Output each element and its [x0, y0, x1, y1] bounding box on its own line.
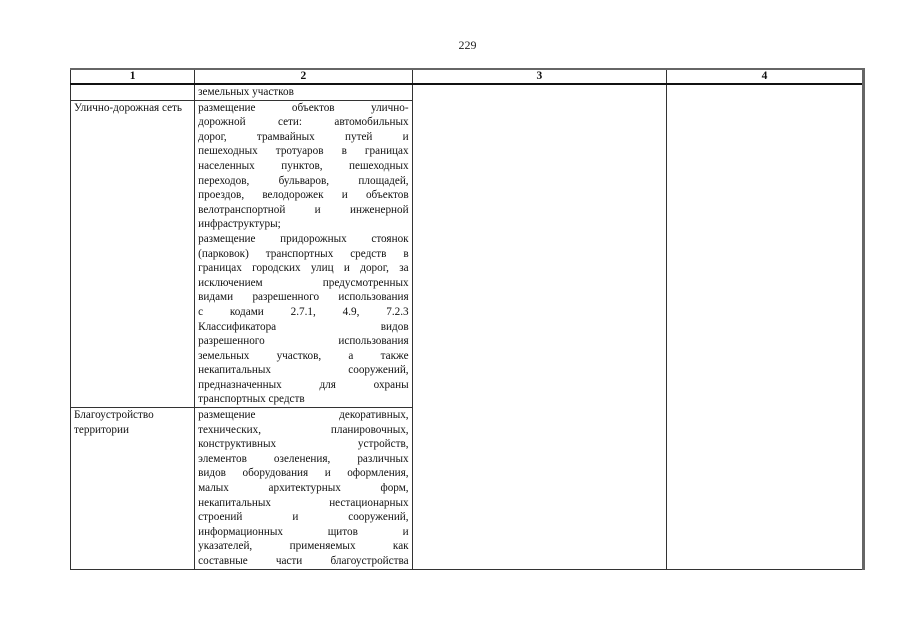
description-line: информационных щитов и	[198, 525, 409, 538]
column-header-4: 4	[667, 69, 864, 84]
description-line: с кодами 2.7.1, 4.9, 7.2.3	[198, 305, 409, 318]
cell-col3	[412, 84, 666, 569]
description-line: строений и сооружений,	[198, 511, 409, 524]
description-line: некапитальных нестационарных	[198, 496, 409, 509]
description-line: населенных пунктов, пешеходных	[198, 159, 409, 172]
description-line: размещение придорожных стоянок	[198, 232, 409, 245]
description-line: транспортных средств	[198, 393, 305, 406]
description-line: земельных участков, а также	[198, 349, 409, 362]
description-line: дорожной сети: автомобильных	[198, 116, 409, 129]
description-line: проездов, велодорожек и объектов	[198, 189, 409, 202]
description-line: пешеходных тротуаров в границах	[198, 145, 409, 158]
page-number: 229	[458, 38, 477, 52]
description-line: видов оборудования и оформления,	[198, 467, 409, 480]
description-line: Классификатора видов	[198, 320, 409, 333]
cell-use-name: Улично-дорожная сеть	[71, 100, 195, 407]
description-line: предназначенных для охраны	[198, 378, 409, 391]
description-line: составные части благоустройства	[198, 555, 409, 567]
table-row-continuation	[71, 84, 864, 100]
description-line: указателей, применяемых как	[198, 540, 409, 553]
description-line: некапитальных сооружений,	[198, 364, 409, 377]
description-line: видами разрешенного использования	[198, 291, 409, 304]
cell-use-name: Благоустройство территории	[71, 408, 195, 570]
column-header-1: 1	[71, 69, 195, 84]
description-line: переходов, бульваров, площадей,	[198, 174, 409, 187]
description-line: элементов озеленения, различных	[198, 452, 409, 465]
description-line: земельных участков	[198, 86, 294, 98]
table-header-row	[71, 69, 864, 84]
cell-description	[195, 84, 412, 100]
description-line: дорог, трамвайных путей и	[198, 130, 409, 143]
cell-description	[195, 408, 412, 570]
description-line: размещение декоративных,	[198, 409, 409, 422]
description-line: инфраструктуры;	[198, 218, 281, 231]
description-line: (парковок) транспортных средств в	[198, 247, 409, 260]
column-header-2: 2	[195, 69, 412, 84]
description-line: разрешенного использования	[198, 335, 409, 348]
cell-col4	[667, 84, 864, 569]
description-line: велотранспортной и инженерной	[198, 203, 409, 216]
land-use-table	[70, 68, 865, 570]
description-line: технических, планировочных,	[198, 423, 409, 436]
cell-description	[195, 100, 412, 407]
column-header-3: 3	[412, 69, 666, 84]
cell-use-name	[71, 84, 195, 100]
description-line: размещение объектов улично-	[198, 101, 409, 114]
description-line: границах городских улиц и дорог, за	[198, 262, 409, 275]
description-line: малых архитектурных форм,	[198, 482, 409, 495]
description-line: конструктивных устройств,	[198, 438, 409, 451]
description-line: исключением предусмотренных	[198, 276, 409, 289]
